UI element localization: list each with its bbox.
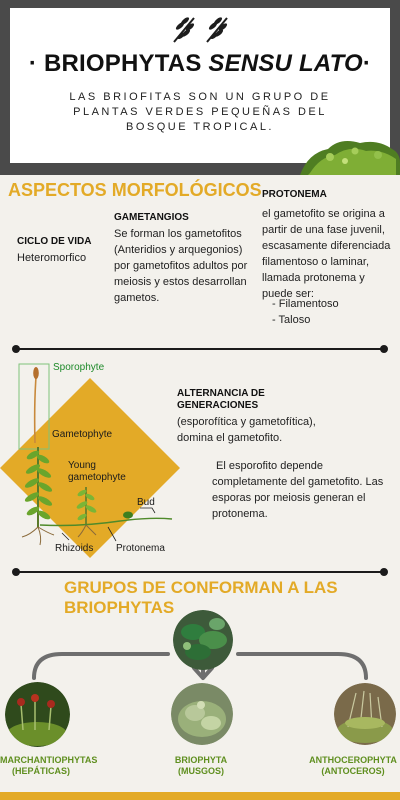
alternancia-text: (esporofítica y gametofítica), domina el gametofito. xyxy=(177,416,316,444)
label-young-gametophyte: gametophyte xyxy=(68,472,126,483)
moss-top-image xyxy=(173,610,233,670)
section-title-morphology: ASPECTOS MORFOLÓGICOS xyxy=(8,180,262,200)
label-sporophyte: Sporophyte xyxy=(53,362,105,373)
label-protonema: Protonema xyxy=(116,543,165,554)
label-young: Young xyxy=(68,460,96,471)
page-subtitle: LAS BRIOFITAS SON UN GRUPO DE PLANTAS VERDES PEQUEÑAS DEL BOSQUE TROPICAL. xyxy=(69,91,331,133)
protonema-text: el gametofito se origina a partir de una fase juvenil, escasamente diferenciada filamentoso o laminar, llamada protonema y puede ser: xyxy=(262,208,391,300)
list-item: - Taloso xyxy=(272,314,311,326)
protonema-heading: PROTONEMA xyxy=(262,189,327,200)
label-bud: Bud xyxy=(137,497,155,508)
alternancia-heading: ALTERNANCIA DE GENERACIONES xyxy=(177,388,265,411)
group-label-anthocerophyta: ANTHOCEROPHYTA (ANTOCEROS) xyxy=(309,755,397,776)
page-title: · BRIOPHYTAS SENSU LATO· xyxy=(28,50,372,77)
label-rhizoids: Rhizoids xyxy=(55,543,94,554)
divider xyxy=(16,571,384,573)
label-gametophyte: Gametophyte xyxy=(52,429,113,440)
divider-dot xyxy=(380,345,388,353)
gametangios-text: Se forman los gametofitos (Anteridios y arquegonios) por gametofitos adultos por meiosis y estos desarrollan gametos. xyxy=(114,228,248,304)
list-item: - Filamentoso xyxy=(272,298,339,310)
divider-dot xyxy=(380,568,388,576)
leaf-icon xyxy=(170,14,198,44)
leaf-icon xyxy=(203,14,231,44)
ciclo-heading: CICLO DE VIDA xyxy=(17,236,92,247)
briophyta-image xyxy=(171,683,233,745)
moss-image xyxy=(300,135,400,175)
protonema-types-list xyxy=(272,296,392,328)
bottom-accent-bar xyxy=(0,792,400,800)
group-label-marchantiophytas: MARCHANTIOPHYTAS (HEPÁTICAS) xyxy=(0,755,98,776)
anthocerophyta-image xyxy=(334,683,396,745)
gametangios-heading: GAMETANGIOS xyxy=(114,212,189,223)
ciclo-text: Heteromorfico xyxy=(17,252,87,264)
section-title-groups: GRUPOS DE CONFORMAN A LAS BRIOPHYTAS xyxy=(64,578,338,617)
esporofito-text: El esporofito depende completamente del gametofito. Las esporas por meiosis generan el protonema. xyxy=(212,460,384,520)
group-label-briophyta: BRIOPHYTA (MUSGOS) xyxy=(174,755,228,776)
marchantiophyta-image xyxy=(5,682,70,747)
divider xyxy=(16,348,384,350)
